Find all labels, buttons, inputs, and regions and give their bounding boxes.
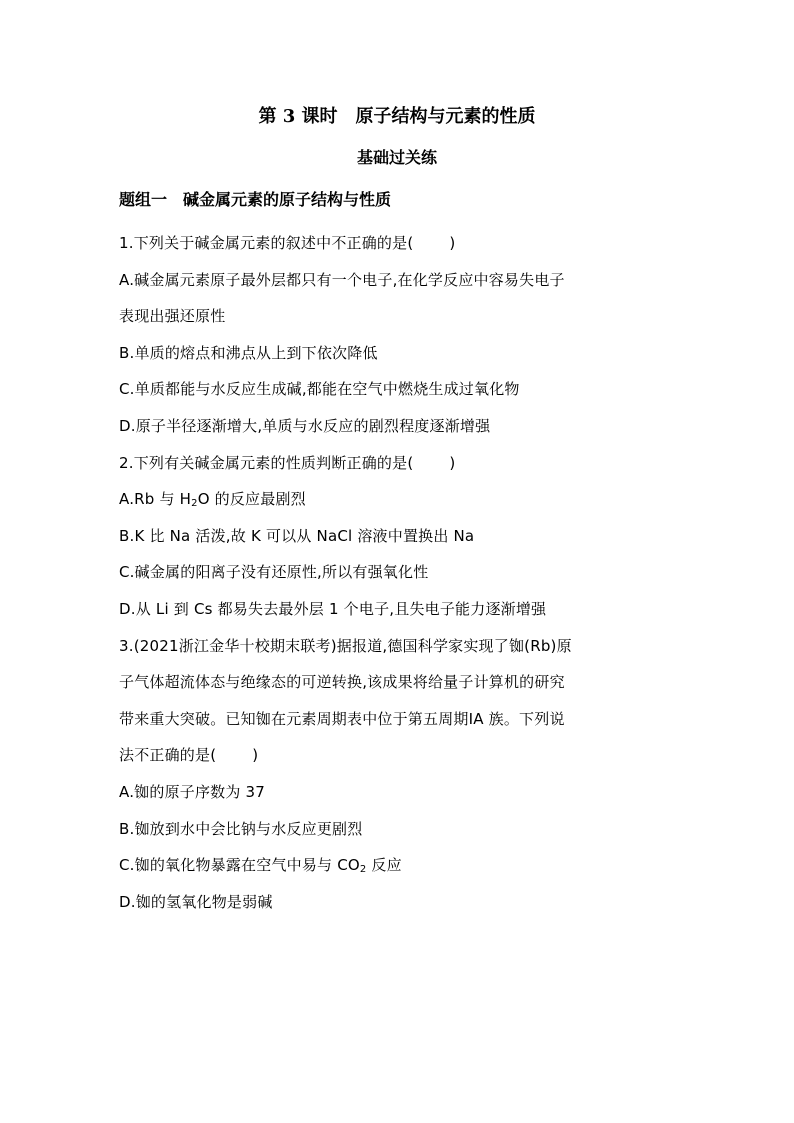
question-3-stem-line-1: 3.(2021浙江金华十校期末联考)据报道,德国科学家实现了铷(Rb)原 <box>119 636 572 655</box>
question-2-option-d: D.从 Li 到 Cs 都易失去最外层 1 个电子,且失电子能力逐渐增强 <box>119 599 547 618</box>
question-2-option-a: A.Rb 与 $H_2O$ 的反应最剧烈 <box>119 490 306 510</box>
section-subtitle: 基础过关练 <box>356 148 437 167</box>
question-3-option-a: A.铷的原子序数为 37 <box>119 782 266 801</box>
question-3-stem-line-4: 法不正确的是( ) <box>119 746 259 765</box>
page-title: 第 3 课时 原子结构与元素的性质 <box>258 106 536 127</box>
question-2-stem: 2.下列有关碱金属元素的性质判断正确的是( ) <box>119 453 456 472</box>
question-3-stem-line-3: 带来重大突破。已知铷在元素周期表中位于第五周期ⅠA 族。下列说 <box>119 709 565 728</box>
question-1-option-b: B.单质的熔点和沸点从上到下依次降低 <box>119 343 378 362</box>
question-1-option-c: C.单质都能与水反应生成碱,都能在空气中燃烧生成过氧化物 <box>119 380 520 399</box>
question-group-heading: 题组一 碱金属元素的原子结构与性质 <box>119 190 392 209</box>
question-1-stem: 1.下列关于碱金属元素的叙述中不正确的是( ) <box>119 234 456 252</box>
question-list <box>119 225 679 920</box>
question-3-option-c: C.铷的氧化物暴露在空气中易与 $CO_2$ 反应 <box>119 856 402 876</box>
question-2-option-c: C.碱金属的阳离子没有还原性,所以有强氧化性 <box>119 563 429 582</box>
question-1-option-a-continued: 表现出强还原性 <box>119 307 226 326</box>
question-1-option-d: D.原子半径逐渐增大,单质与水反应的剧烈程度逐渐增强 <box>119 416 491 435</box>
question-3-stem-line-2: 子气体超流体态与绝缘态的可逆转换,该成果将给量子计算机的研究 <box>119 673 565 692</box>
question-1-option-a: A.碱金属元素原子最外层都只有一个电子,在化学反应中容易失电子 <box>119 270 565 289</box>
question-3-option-b: B.铷放到水中会比钠与水反应更剧烈 <box>119 819 363 838</box>
question-2-option-b: B.K 比 Na 活泼,故 K 可以从 NaCl 溶液中置换出 Na <box>119 526 475 545</box>
question-3-option-d: D.铷的氢氧化物是弱碱 <box>119 892 273 911</box>
